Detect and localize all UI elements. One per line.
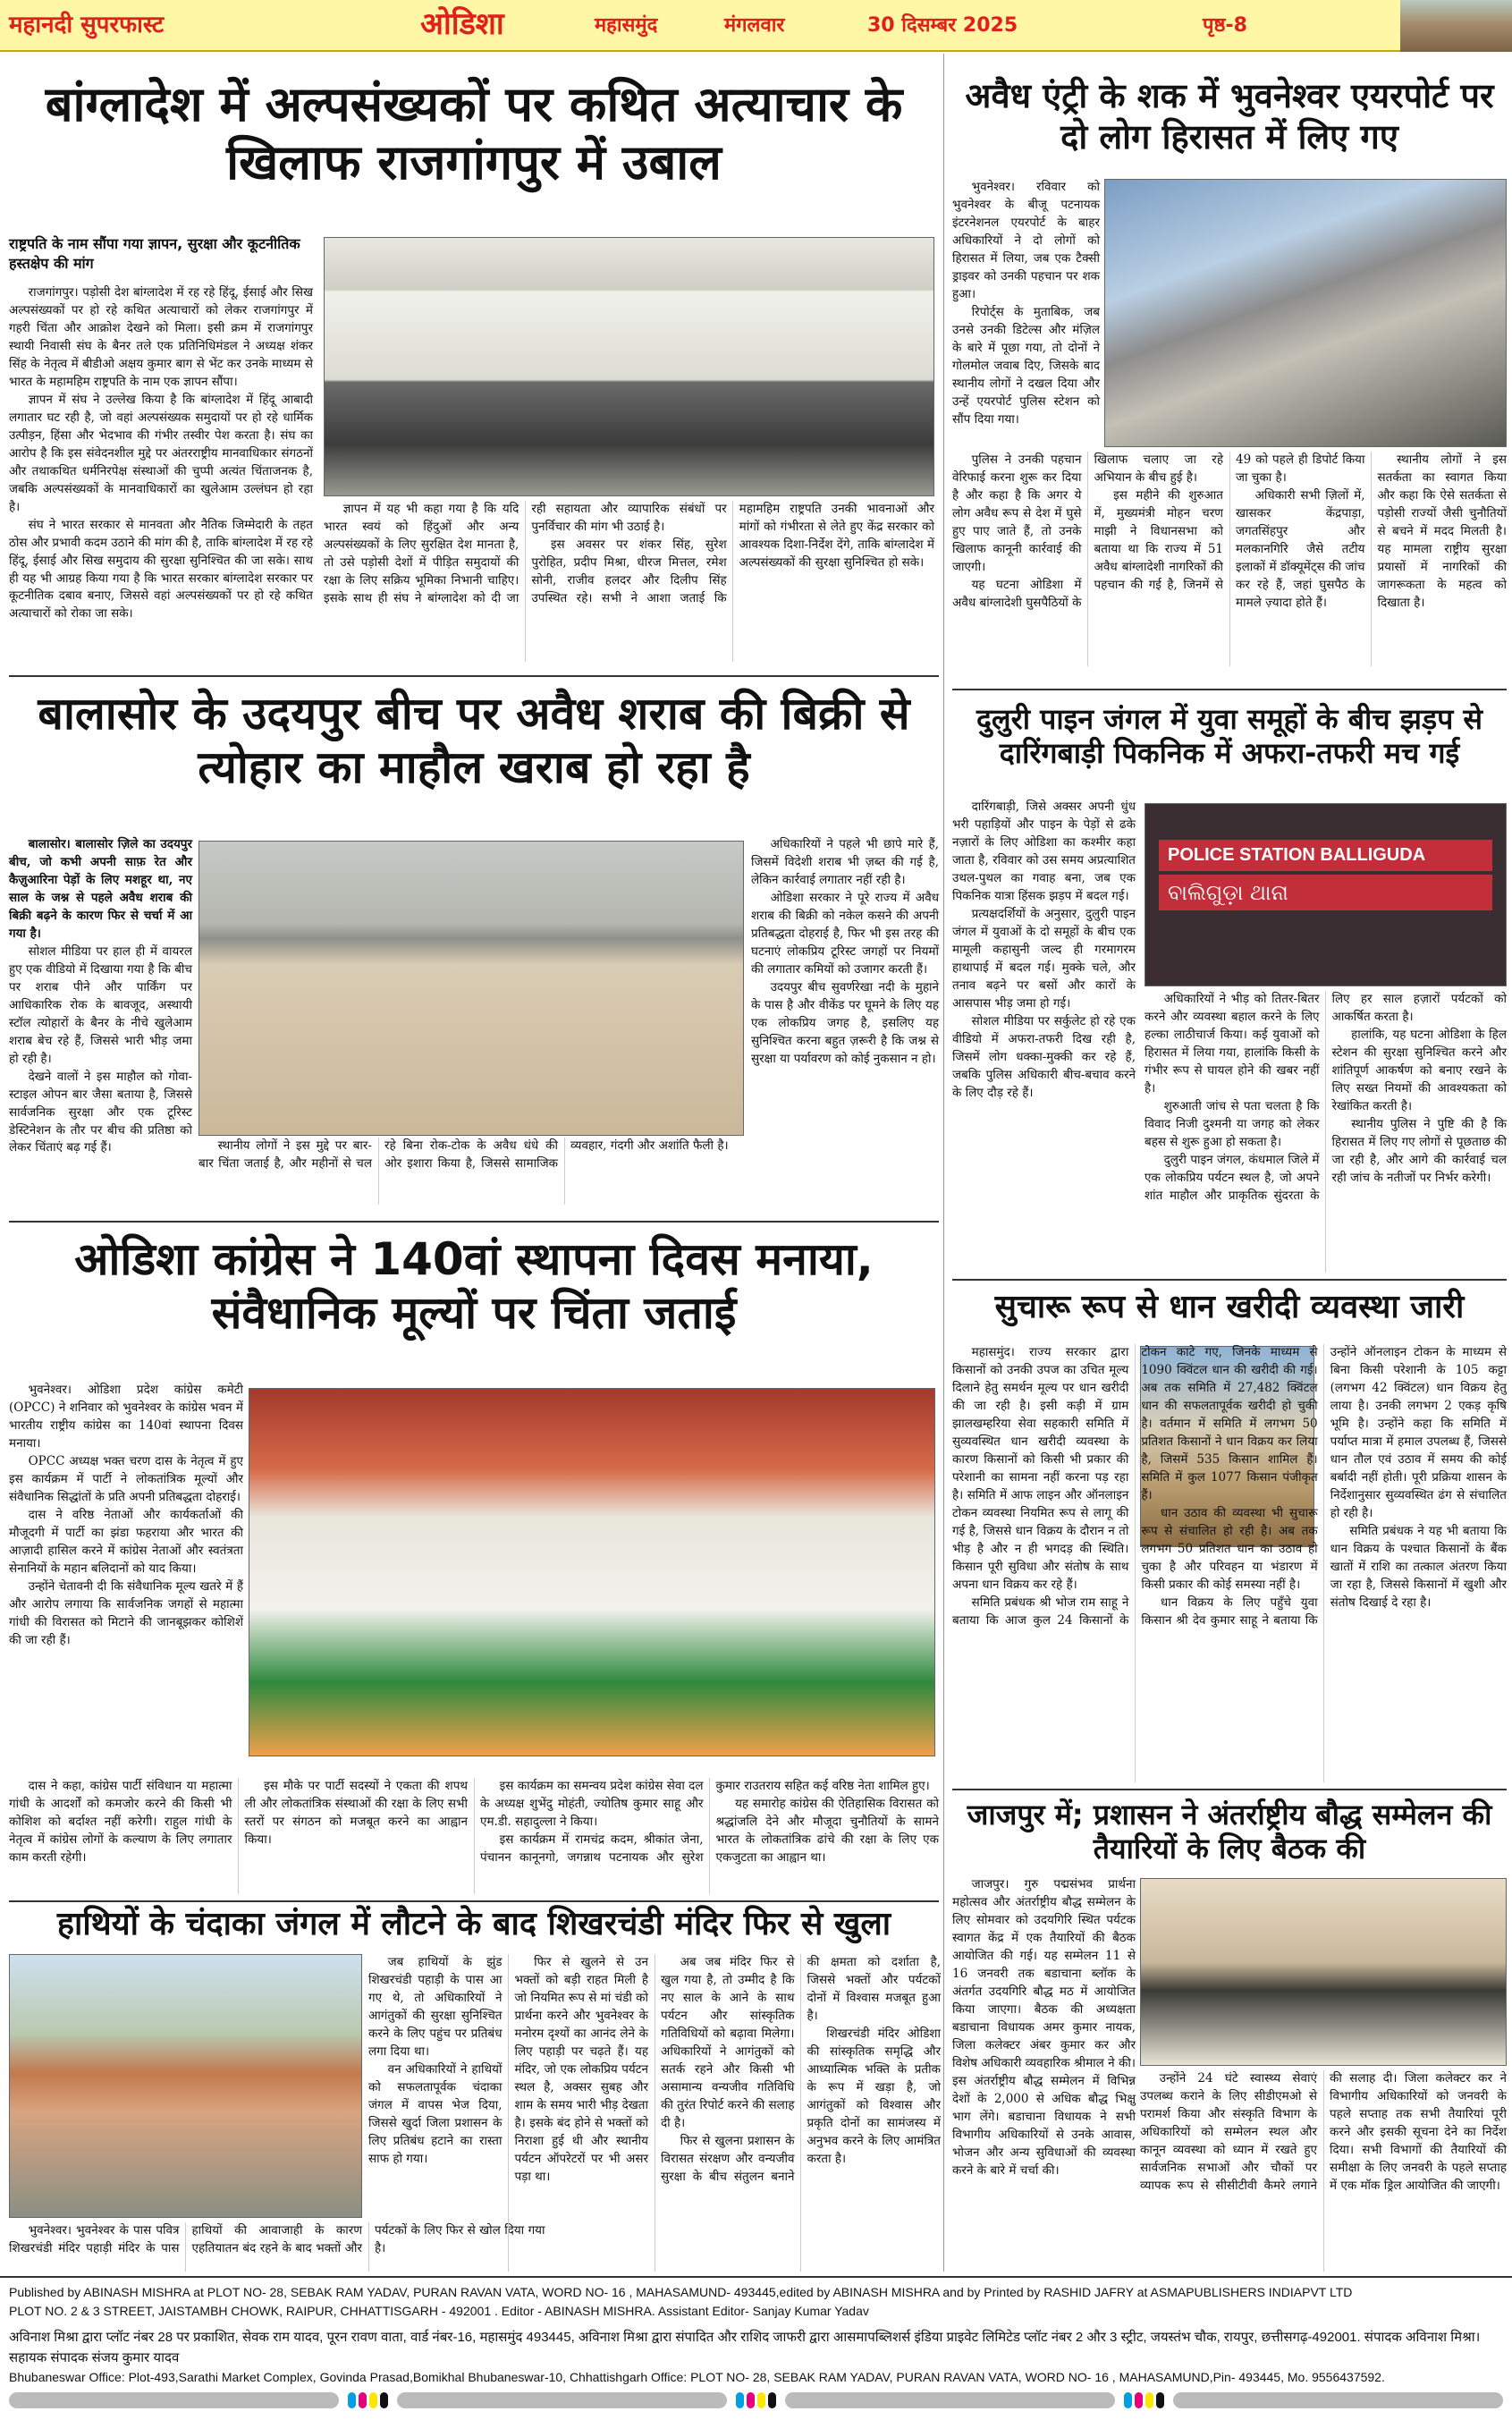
- subheadline-bangladesh: राष्ट्रपति के नाम सौंपा गया ज्ञापन, सुरक्षा और कूटनीतिक हस्तक्षेप की मांग: [9, 235, 300, 272]
- imprint-hindi: अविनाश मिश्रा द्वारा प्लॉट नंबर 28 पर प्रकाशित, सेवक राम यादव, पूरन रावण वाता, वार्ड नंबर-16, महासमुंद 493445, अविनाश मिश्रा द्वारा संपादित और राशिद जाफरी द्वारा आसमापब्लिशर्स इंडिया प्राइवेट लिमिटेड प्लॉट नंबर 2 और 3 स्ट्रीट, जयस्तंभ चौक, रायपुर, छत्तीसगढ़-492001. संपादक अविनाश मिश्रा। सहायक संपादक संजय कुमार यादव: [9, 2330, 1481, 2365]
- police-sign-odia: ବାଲିଗୁଡ଼ା ଥାନା: [1159, 875, 1492, 910]
- divider: [952, 1789, 1507, 1790]
- article-body-daringbadi: दारिंगबाड़ी, जिसे अक्सर अपनी धुंध भरी पहाड़ियों और पाइन के पेड़ों से ढके नज़ारों के लिए ओडिशा का कश्मीर कहा जाता है, रविवार को उस समय अप्रत्याशित उथल-पुथल का गवाह बना, जब एक पिकनिक यात्रा हिंसक झड़प में बदल गई। प्रत्यक्षदर्शियों के अनुसार, दुलुरी पाइन जंगल में युवाओं के दो समूहों के बीच एक मामूली कहासुनी जल्द ही गरमागरम हाथापाई में बदल गई। मुक्के चले, और तनाव बढ़ने पर बसों और कारों के आसपास भीड़ जमा हो गई। सोशल मीडिया पर सर्कुलेट हो रहे एक वीडियो में अफरा-तफरी दिख रही है, जिसमें लोग धक्का-मुक्की कर रहे हैं, जबकि पुलिस अधिकारी बीच-बचाव करने के लिए दौड़ रहे हैं।: [952, 800, 1136, 1100]
- divider: [952, 689, 1507, 690]
- article-body-airport-cont: पुलिस ने उनकी पहचान वेरिफाई करना शुरू कर दिया है और कहा है कि अगर ये लोग अवैध रूप से देश में घुसे हुए पाए जाते हैं, तो उनके खिलाफ कानूनी कार्रवाई की जाएगी। यह घटना ओडिशा में अवैध बांग्लादेशी घुसपैठियों के खिलाफ चलाए जा रहे अभियान के बीच हुई है। इस महीने की शुरुआत में, मुख्यमंत्री मोहन चरण माझी ने विधानसभा को बताया था कि राज्य में 51 अवैध बांग्लादेशी नागरिकों की पहचान की गई है, जिनमें से 49 को पहले ही डिपोर्ट किया जा चुका है। अधिकारी सभी ज़िलों में, खासकर केंद्रपाड़ा, जगतसिंहपुर और मलकानगिरि जैसे तटीय इलाकों में डॉक्यूमेंट्स की जांच कर रहे हैं, जहां घुसपैठ के मामले ज़्यादा होते हैं। स्थानीय लोगों ने इस सतर्कता का स्वागत किया और कहा कि ऐसे सतर्कता से पड़ोसी राज्यों जैसी चुनौतियों से बचने में मदद मिलती है। यह मामला राष्ट्रीय सुरक्षा प्रयासों में नागरिकों की जागरूकता के महत्व को दिखाता है।: [952, 453, 1507, 610]
- article-body-paddy: महासमुंद। राज्य सरकार द्वारा किसानों को उनकी उपज का उचित मूल्य दिलाने हेतु समर्थन मूल्य पर धान खरीदी की जा रही है। इसी कड़ी में ग्राम झालखम्हरिया सेवा सहकारी समिति में सुव्यवस्थित धान खरीदी व्यवस्था के कारण किसानों को किसी भी प्रकार की परेशानी का सामना नहीं करना पड़ रहा है। समिति में आफ लाइन और ऑनलाइन टोकन व्यवस्था नियमित रूप से लागू की गई है, जिससे धान विक्रय के दौरान न तो भीड़ है और न ही भगदड़ की स्थिति। किसान पूरी सुविधा और संतोष के साथ अपना धान विक्रय कर रहे हैं। समिति प्रबंधक श्री भोज राम साहू ने बताया कि आज कुल 24 किसानों के टोकन काटे गए, जिनके माध्यम से 1090 क्विंटल धान की खरीदी की गई। अब तक समिति में 27,482 क्विंटल धान की सफलतापूर्वक खरीदी हो चुकी है। वर्तमान में समिति में लगभग 50 प्रतिशत किसानों ने धान विक्रय कर लिया है, जिसमें 535 किसान शामिल हैं। समिति में कुल 1077 किसान पंजीकृत हैं। धान उठाव की व्यवस्था भी सुचारू रूप से संचालित हो रही है। अब तक लगभग 50 प्रतिशत धान का उठाव हो चुका है और परिवहन या भंडारण में किसी प्रकार की कोई समस्या नहीं है। धान विक्रय के लिए पहुँचे युवा किसान श्री देव कुमार साहू ने बताया कि उन्होंने ऑनलाइन टोकन के माध्यम से बिना किसी परेशानी के 105 कट्टा (लगभग 42 क्विंटल) धान विक्रय हेतु लाया है। उनकी लगभग 2 एकड़ कृषि भूमि है। उन्होंने कहा कि समिति में पर्याप्त मात्रा में हमाल उपलब्ध हैं, जिससे धान तौल एवं उठाव में समय की कोई बर्बादी नहीं होती। पूरी प्रक्रिया शासन के निर्देशानुसार सुव्यवस्थित ढंग से संचालित हो रही है। समिति प्रबंधक ने यह भी बताया कि धान विक्रय के पश्चात किसानों के बैंक खातों में राशि का तत्काल अंतरण किया जा रहा है, जिससे किसानों में खुशी और संतोष दिखाई दे रहा है।: [952, 1345, 1507, 1628]
- divider: [9, 1221, 939, 1223]
- article-body-congress-cont: दास ने कहा, कांग्रेस पार्टी संविधान या महात्मा गांधी के आदर्शों को कमजोर करने की किसी भी कोशिश को बर्दाश्त नहीं करेगी। राहुल गांधी के नेतृत्व में कांग्रेस लोगों के कल्याण के लिए लगातार काम करती रहेगी। इस मौके पर पार्टी सदस्यों ने एकता की शपथ ली और लोकतांत्रिक संस्थाओं की रक्षा के लिए सभी स्तरों पर संगठन को मजबूत करने का आह्वान किया। इस कार्यक्रम का समन्वय प्रदेश कांग्रेस सेवा दल के अध्यक्ष शुभेंदु मोहंती, ज्योतिष कुमार साहू और एम.डी. सहादुल्ला ने किया। इस कार्यक्रम में रामचंद्र कदम, श्रीकांत जेना, पंचानन कानूनगो, जगन्नाथ पटनायक और सुरेश कुमार राउतराय सहित कई वरिष्ठ नेता शामिल हुए। यह समारोह कांग्रेस की ऐतिहासिक विरासत को श्रद्धांजलि देने और मौजूदा चुनौतियों के सामने भारत के लोकतांत्रिक ढांचे की रक्षा के लिए एक एकजुटता का आह्वान था।: [9, 1779, 939, 1865]
- photo-udaipur-beach: [199, 841, 744, 1136]
- headline-shikharchandi: हाथियों के चंदाका जंगल में लौटने के बाद शिखरचंडी मंदिर फिर से खुला: [56, 1906, 891, 1942]
- photo-shikharchandi-temple: [9, 1954, 362, 2218]
- divider: [952, 1279, 1507, 1281]
- article-body-jajpur-cont: उन्होंने 24 घंटे स्वास्थ्य सेवाएं उपलब्ध कराने के लिए सीडीएमओ से परामर्श किया और संस्कृति विभाग के अधिकारियों को सम्मेलन स्थल और कानून व्यवस्था को ध्यान में रखते हुए सार्वजनिक सभाओं और चौकों पर व्यापक रूप से सीसीटीवी कैमरे लगाने की सलाह दी। जिला कलेक्टर कर ने विभागीय अधिकारियों को जनवरी के पहले सप्ताह तक सभी तैयारियां पूरी करने और इसकी सूचना देने का निर्देश दिया। सभी विभागों की तैयारियों की समीक्षा के लिए जनवरी के पहले सप्ताह में एक मॉक ड्रिल आयोजित की जाएगी।: [1140, 2071, 1507, 2193]
- cmyk-marks: [1124, 2392, 1164, 2408]
- article-body-shikharchandi-lead: भुवनेश्वर। भुवनेश्वर के पास पवित्र शिखरचंडी मंदिर पहाड़ी मंदिर के पास हाथियों की आवाजाही के कारण एहतियातन बंद रहने के बाद भक्तों और पर्यटकों के लिए फिर से खोल दिया गया है।: [9, 2223, 545, 2255]
- photo-airport-terminal: [1104, 179, 1507, 447]
- article-body-jajpur: जाजपुर। गुरु पद्मसंभव प्रार्थना महोत्सव और अंतर्राष्ट्रीय बौद्ध सम्मेलन के लिए सोमवार को उदयगिरि स्थित पर्यटक स्वागत केंद्र में एक तैयारियों की बैठक आयोजित की गई। यह सम्मेलन 11 से 16 जनवरी तक बडाचाना ब्लॉक के अंतर्गत उदयगिरि बौद्ध मठ में आयोजित किया जाएगा। बैठक की अध्यक्षता बडाचाना विधायक अमर कुमार नायक, जिला कलेक्टर अंबर कुमार कर और विशेष अधिकारी व्यवहारिक श्रीमाल ने की। इस अंतर्राष्ट्रीय बौद्ध सम्मेलन में विभिन्न देशों के 2,000 से अधिक बौद्ध भिक्षु भाग लेंगे। बडाचाना विधायक ने सभी विभागीय अधिकारियों से उनके आवास, भोजन और अन्य सुविधाओं की व्यवस्था करने के बारे में चर्चा की।: [952, 1877, 1136, 2178]
- headline-congress: ओडिशा कांग्रेस ने 140वां स्थापना दिवस मनाया, संवैधानिक मूल्यों पर चिंता जताई: [74, 1233, 874, 1339]
- article-body-bangladesh: राजगांगपुर। पड़ोसी देश बांग्लादेश में रह रहे हिंदू, ईसाई और सिख अल्पसंख्यकों पर हो रहे कथित अत्याचारों को लेकर राजगांगपुर में गहरी चिंता और आक्रोश देखने को मिला। इसी क्रम में राजगांगपुर स्थायी निवासी संघ के बैनर तले एक प्रतिनिधिमंडल ने अध्यक्ष शंकर सिंह के नेतृत्व में बीडीओ अक्षय कुमार बाग से भेंट कर उनके माध्यम से भारत के महामहिम राष्ट्रपति के नाम एक ज्ञापन सौंपा। ज्ञापन में संघ ने उल्लेख किया है कि बांग्लादेश में हिंदू आबादी लगातार घट रही है, जो वहां अल्पसंख्यक समुदायों पर हो रहे धार्मिक उत्पीड़न, हिंसा और भेदभाव की गंभीर तस्वीर पेश करता है। संघ का आरोप है कि इस संवेदनशील मुद्दे पर अंतरराष्ट्रीय मानवाधिकार संगठनों और तथाकथित धर्मनिरपेक्ष संस्थाओं की चुप्पी अत्यंत चिंताजनक है, जबकि अल्पसंख्यकों के मानवाधिकारों का खुलेआम उल्लंघन हो रहा है। संघ ने भारत सरकार से मानवता और नैतिक जिम्मेदारी के तहत ठोस और प्रभावी कदम उठाने की मांग की है, ताकि बांग्लादेश में रह रहे हिंदू, ईसाई और सिख समुदाय की सुरक्षा सुनिश्चित की जा सके। साथ ही यह भी आग्रह किया गया है कि भारत सरकार बांग्लादेश सरकार पर कूटनीतिक दबाव बनाए, जिससे वहां अल्पसंख्यकों पर हो रहे कथित अत्याचारों को रोका जा सके।: [9, 285, 313, 622]
- headline-airport: अवैध एंट्री के शक में भुवनेश्वर एयरपोर्ट पर दो लोग हिरासत में लिए गए: [965, 76, 1494, 157]
- cmyk-marks: [348, 2392, 388, 2408]
- divider: [9, 675, 939, 677]
- imprint-english-2: PLOT NO. 2 & 3 STREET, JAISTAMBH CHOWK, RAIPUR, CHHATTISGARH - 492001 . Editor - ABINASH MISHRA. Assistant Editor- Sanjay Kumar Yadav: [9, 2304, 869, 2318]
- photo-congress-foundation-day: [249, 1388, 935, 1756]
- photo-memorandum-delegation: [324, 237, 934, 496]
- page-number: पृष्ठ-8: [1203, 14, 1247, 37]
- imprint-footer: [0, 2276, 1512, 2420]
- day: मंगलवार: [724, 14, 785, 37]
- article-body-balasore: बालासोर। बालासोर ज़िले का उदयपुर बीच, जो कभी अपनी साफ़ रेत और कैज़ुआरिना पेड़ों के लिए मशहूर था, नए साल के जश्न से पहले अवैध शराब की बिक्री बढ़ने के कारण फिर से चर्चा में आ गया है। सोशल मीडिया पर हाल ही में वायरल हुए एक वीडियो में दिखाया गया है कि बीच पर शराब पीने और पार्किंग पर आधिकारिक रोक के बावजूद, अस्थायी स्टॉल त्योहारों के बैनर के नीचे खुलेआम शराब बेच रहे हैं, जिससे भारी भीड़ जमा हो रही है। देखने वालों ने इस माहौल को गोवा-स्टाइल ओपन बार जैसा बताया है, जिससे सार्वजनिक सुरक्षा और एक टूरिस्ट डेस्टिनेशन के तौर पर बीच की प्रतिष्ठा को लेकर चिंताएं बढ़ गई हैं।: [9, 837, 192, 1155]
- headline-balasore: बालासोर के उदयपुर बीच पर अवैध शराब की बिक्री से त्योहार का माहौल खराब हो रहा है: [38, 688, 910, 793]
- column-divider: [943, 54, 944, 2272]
- imprint-english-1: Published by ABINASH MISHRA at PLOT NO- 28, SEBAK RAM YADAV, PURAN RAVAN VATA, WORD NO- 16 , MAHASAMUND- 493445,edited by ABINASH MISHRA and by Printed by RASHID JAFRY at ASMAPUBLISHERS INDIAPVT LTD: [9, 2285, 1353, 2299]
- article-body-shikharchandi: जब हाथियों के झुंड शिखरचंडी पहाड़ी के पास आ गए थे, तो अधिकारियों ने आगंतुकों की सुरक्षा सुनिश्चित करने के लिए पहुंच पर प्रतिबंध लगा दिया था। वन अधिकारियों ने हाथियों को सफलतापूर्वक चंदाका जंगल में वापस भेज दिया, जिससे खुर्दा जिला प्रशासन के लिए प्रतिबंध हटाने का रास्ता साफ हो गया। फिर से खुलने से उन भक्तों को बड़ी राहत मिली है जो नियमित रूप से मां चंडी को प्रार्थना करने और भुवनेश्वर के मनोरम दृश्यों का आनंद लेने के लिए पहाड़ी पर चढ़ते हैं। यह मंदिर, जो एक लोकप्रिय पर्यटन स्थल है, अक्सर सुबह और शाम के समय भारी भीड़ देखता है। इसके बंद होने से भक्तों को निराशा हुई थी और स्थानीय पर्यटन ऑपरेटरों पर भी असर पड़ा था। अब जब मंदिर फिर से खुल गया है, तो उम्मीद है कि नए साल के आने के साथ पर्यटन और सांस्कृतिक गतिविधियों को बढ़ावा मिलेगा। अधिकारियों ने आगंतुकों को सतर्क रहने और किसी भी असामान्य वन्यजीव गतिविधि की तुरंत रिपोर्ट करने की सलाह दी है। फिर से खुलना प्रशासन के विरासत संरक्षण और वन्यजीव सुरक्षा के बीच संतुलन बनाने की क्षमता को दर्शाता है, जिससे भक्तों और पर्यटकों दोनों में विश्वास मजबूत हुआ है। शिखरचंडी मंदिर ओडिशा की सांस्कृतिक समृद्धि और आध्यात्मिक भक्ति के प्रतीक के रूप में खड़ा है, जो आगंतुकों को विश्वास और प्रकृति दोनों का सामंजस्य में अनुभव करने के लिए आमंत्रित करता है।: [368, 1955, 941, 2184]
- photo-jajpur-meeting: [1140, 1878, 1507, 2066]
- article-body-bangladesh-cont: ज्ञापन में यह भी कहा गया है कि यदि भारत स्वयं को हिंदुओं और अन्य अल्पसंख्यकों के लिए सुरक्षित देश मानता है, तो उसे पड़ोसी देशों में पीड़ित समुदायों की रक्षा के लिए सक्रिय भूमिका निभानी चाहिए। इसके साथ ही संघ ने बांग्लादेश को दी जा रही सहायता और व्यापारिक संबंधों पर पुनर्विचार की मांग भी उठाई है। इस अवसर पर शंकर सिंह, सुरेश पुरोहित, प्रदीप मिश्रा, धीरज मित्तल, रमेश सोनी, राजीव हलदर और दिलीप सिंह उपस्थित रहे। सभी ने आशा जताई कि महामहिम राष्ट्रपति उनकी भावनाओं और मांगों को गंभीरता से लेते हुए केंद्र सरकार को आवश्यक दिशा-निर्देश देंगे, ताकि बांग्लादेश में अल्पसंख्यकों की सुरक्षा सुनिश्चित हो सके।: [324, 502, 934, 605]
- headline-paddy-procurement: सुचारू रूप से धान खरीदी व्यवस्था जारी: [994, 1289, 1465, 1325]
- temple-image: [1400, 0, 1512, 52]
- article-body-daringbadi-cont: अधिकारियों ने भीड़ को तितर-बितर करने और व्यवस्था बहाल करने के लिए हल्का लाठीचार्ज किया। कई युवाओं को हिरासत में लिया गया, हालांकि किसी के गंभीर रूप से घायल होने की खबर नहीं है। शुरुआती जांच से पता चलता है कि विवाद निजी दुश्मनी या जगह को लेकर बहस से शुरू हुआ हो सकता है। दुलुरी पाइन जंगल, कंधमाल जिले में एक लोकप्रिय पर्यटन स्थल है, जो अपने शांत माहौल और प्राकृतिक सुंदरता के लिए हर साल हज़ारों पर्यटकों को आकर्षित करता है। हालांकि, यह घटना ओडिशा के हिल स्टेशन की सुरक्षा सुनिश्चित करने और शांतिपूर्ण आकर्षण को बनाए रखने के लिए सख्त नियमों की आवश्यकता को रेखांकित करती है। स्थानीय पुलिस ने पुष्टि की है कि हिरासत में लिए गए लोगों से पूछताछ की जा रही है, और आगे की कार्रवाई चल रही जांच के नतीजों पर निर्भर करेगी।: [1145, 992, 1507, 1203]
- date: 30 दिसम्बर 2025: [867, 14, 1018, 37]
- paper-name: महानदी सुपरफास्ट: [9, 12, 165, 38]
- article-body-balasore-cont: स्थानीय लोगों ने इस मुद्दे पर बार-बार चिंता जताई है, और महीनों से चल रहे बिना रोक-टोक के अवैध धंधे की ओर इशारा किया है, जिससे सामाजिक व्यवहार, गंदगी और अशांति फैली है।: [199, 1138, 729, 1171]
- headline-bangladesh: बांग्लादेश में अल्पसंख्यकों पर कथित अत्याचार के खिलाफ राजगांगपुर में उबाल: [45, 76, 903, 190]
- divider: [9, 1900, 939, 1902]
- office-addresses: Bhubaneswar Office: Plot-493,Sarathi Market Complex, Govinda Prasad,Bomikhal Bhubaneswar-10, Chhattishgarh Office: PLOT NO- 28, SEBAK RAM YADAV, PURAN RAVAN VATA, WORD NO- 16 , MAHASAMUND,Pin- 493445, Mo. 9556437592.: [9, 2370, 1385, 2384]
- headline-jajpur: जाजपुर में; प्रशासन ने अंतर्राष्ट्रीय बौद्ध सम्मेलन की तैयारियों के लिए बैठक की: [967, 1798, 1492, 1866]
- section-name: ओडिशा: [420, 6, 504, 42]
- article-body-congress: भुवनेश्वर। ओडिशा प्रदेश कांग्रेस कमेटी (OPCC) ने शनिवार को भुवनेश्वर के कांग्रेस भवन में भारतीय राष्ट्रीय कांग्रेस का 140वां स्थापना दिवस मनाया। OPCC अध्यक्ष भक्त चरण दास के नेतृत्व में हुए इस कार्यक्रम में पार्टी ने लोकतांत्रिक मूल्यों और संवैधानिक सिद्धांतों के प्रति अपनी प्रतिबद्धता दोहराई। दास ने वरिष्ठ नेताओं और कार्यकर्ताओं की मौजूदगी में पार्टी का झंडा फहराया और भारत की आज़ादी हासिल करने में कांग्रेस नेताओं और स्वतंत्रता सेनानियों के महान बलिदानों को याद किया। उन्होंने चेतावनी दी कि संवैधानिक मूल्य खतरे में हैं और आरोप लगाया कि सार्वजनिक जगहों से महात्मा गांधी की विरासत को मिटाने की जानबूझकर कोशिशें की जा रही हैं।: [9, 1383, 243, 1647]
- article-body-balasore-right: अधिकारियों ने पहले भी छापे मारे हैं, जिसमें विदेशी शराब भी ज़ब्त की गई है, लेकिन कार्रवाई लगातार नहीं रही है। ओडिशा सरकार ने पूरे राज्य में अवैध शराब की बिक्री को नकेल कसने की अपनी प्रतिबद्धता दोहराई है, फिर भी इस तरह की घटनाएं लोकप्रिय टूरिस्ट जगहों पर नियमों की लगातार कमियों को उजागर करती हैं। उदयपुर बीच सुवर्णरेखा नदी के मुहाने के पास है और वीकेंड पर घूमने के लिए यह एक लोकप्रिय जगह है, इसलिए यह सुनिश्चित करना बहुत ज़रूरी है कि जश्न से सुरक्षा या पर्यावरण को कोई नुकसान न हो।: [751, 837, 939, 1066]
- police-sign-english: POLICE STATION BALLIGUDA: [1159, 840, 1492, 871]
- article-body-airport: भुवनेश्वर। रविवार को भुवनेश्वर के बीजू पटनायक इंटरनेशनल एयरपोर्ट के बाहर अधिकारियों ने दो लोगों को हिरासत में लिया, जब एक टैक्सी ड्राइवर को उनकी पहचान पर शक हुआ। रिपोर्ट्स के मुताबिक, जब उनसे उनकी डिटेल्स और मंज़िल के बारे में पूछा गया, तो दोनों ने गोलमोल जवाब दिए, जिसके बाद स्थानीय लोगों ने दखल दिया और उन्हें एयरपोर्ट पुलिस स्टेशन को सौंप दिया गया।: [952, 180, 1100, 427]
- print-registration-bars: [9, 2392, 1503, 2408]
- photo-balliguda-police-station: [1145, 803, 1507, 986]
- masthead: [0, 0, 1512, 52]
- cmyk-marks: [736, 2392, 776, 2408]
- city: महासमुंद: [595, 14, 658, 37]
- headline-daringbadi: दुलुरी पाइन जंगल में युवा समूहों के बीच झड़प से दारिंगबाड़ी पिकनिक में अफरा-तफरी मच गई: [976, 702, 1483, 771]
